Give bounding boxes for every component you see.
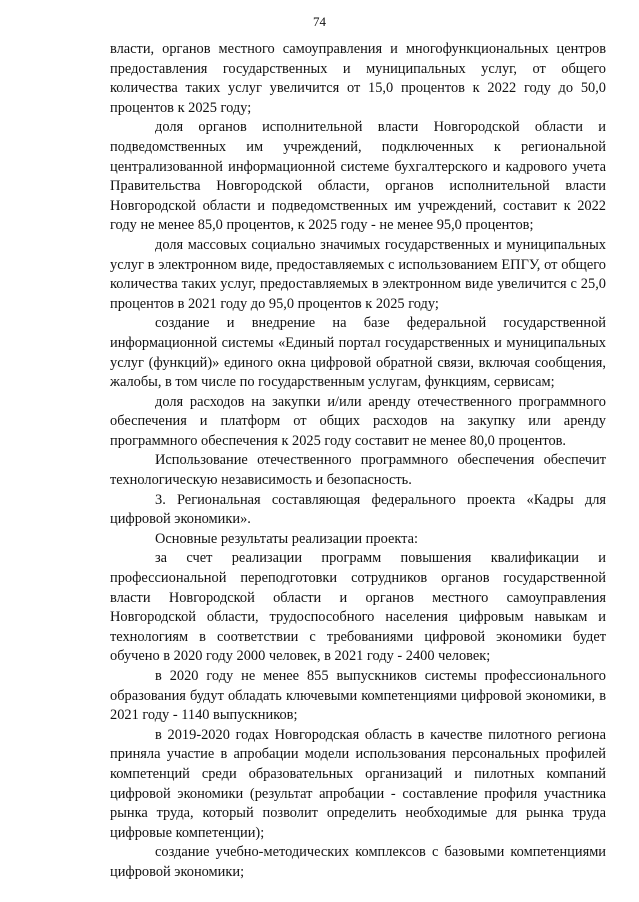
- paragraph: в 2019-2020 годах Новгородская область в качестве пилотного региона приняла участие в апробации модели использования персональных профилей компетенций среди образовательных организаций и пилотных компаний цифровой экономики (результат апробации - составление профиля участника рынка труда, который позволит определить необходимые для рынка труда цифровые компетенции);: [110, 726, 606, 841]
- paragraph: Использование отечественного программного обеспечения обеспечит технологическую независимость и безопасность.: [110, 452, 606, 489]
- paragraph: доля расходов на закупки и/или аренду отечественного программного обеспечения и платформ от общих расходов на закупку или аренду программного обеспечения к 2025 году составит не менее 80,0 процентов.: [110, 393, 606, 449]
- paragraph: Основные результаты реализации проекта:: [155, 530, 418, 547]
- paragraph: в 2020 году не менее 855 выпускников системы профессионального образования будут обладать ключевыми компетенциями цифровой экономики, в 2021 году - 1140 выпускников;: [110, 668, 606, 724]
- section-heading: 3. Региональная составляющая федерального проекта «Кадры для цифровой экономики».: [110, 491, 606, 528]
- document-body: [110, 40, 606, 883]
- paragraph: власти, органов местного самоуправления и многофункциональных центров предоставления государственных и муниципальных услуг, от общего количества таких услуг увеличится от 15,0 процентов к 2022 году до 50,0 процентов к 2025 году;: [110, 41, 606, 116]
- paragraph: доля органов исполнительной власти Новгородской области и подведомственных им учреждений, подключенных к региональной централизованной информационной системе бухгалтерского и кадрового учета Правительства Новгородской области, органов исполнительной власти Новгородской области и подведомственных им учреждений, составит к 2022 году не менее 85,0 процентов, к 2025 году - не менее 95,0 процентов;: [110, 119, 606, 234]
- page-number: 74: [313, 14, 326, 29]
- paragraph: за счет реализации программ повышения квалификации и профессиональной переподготовки сотрудников органов государственной власти Новгородской области и органов местного самоуправления Новгородской области, трудоспособного населения цифровым навыкам и технологиям в соответствии с требованиями цифровой экономики будет обучено в 2020 году 2000 человек, в 2021 году - 2400 человек;: [110, 550, 606, 665]
- paragraph: доля массовых социально значимых государственных и муниципальных услуг в электронном виде, предоставляемых с использованием ЕПГУ, от общего количества таких услуг, предоставляемых в электронном виде увеличится с 25,0 процентов в 2021 году до 95,0 процентов к 2025 году;: [110, 236, 606, 312]
- paragraph: создание и внедрение на базе федеральной государственной информационной системы «Единый портал государственных и муниципальных услуг (функций)» единого окна цифровой обратной связи, включая сообщения, жалобы, в том числе по государственным услугам, функциям, сервисам;: [110, 315, 606, 391]
- paragraph: создание учебно-методических комплексов с базовыми компетенциями цифровой экономики;: [110, 844, 606, 880]
